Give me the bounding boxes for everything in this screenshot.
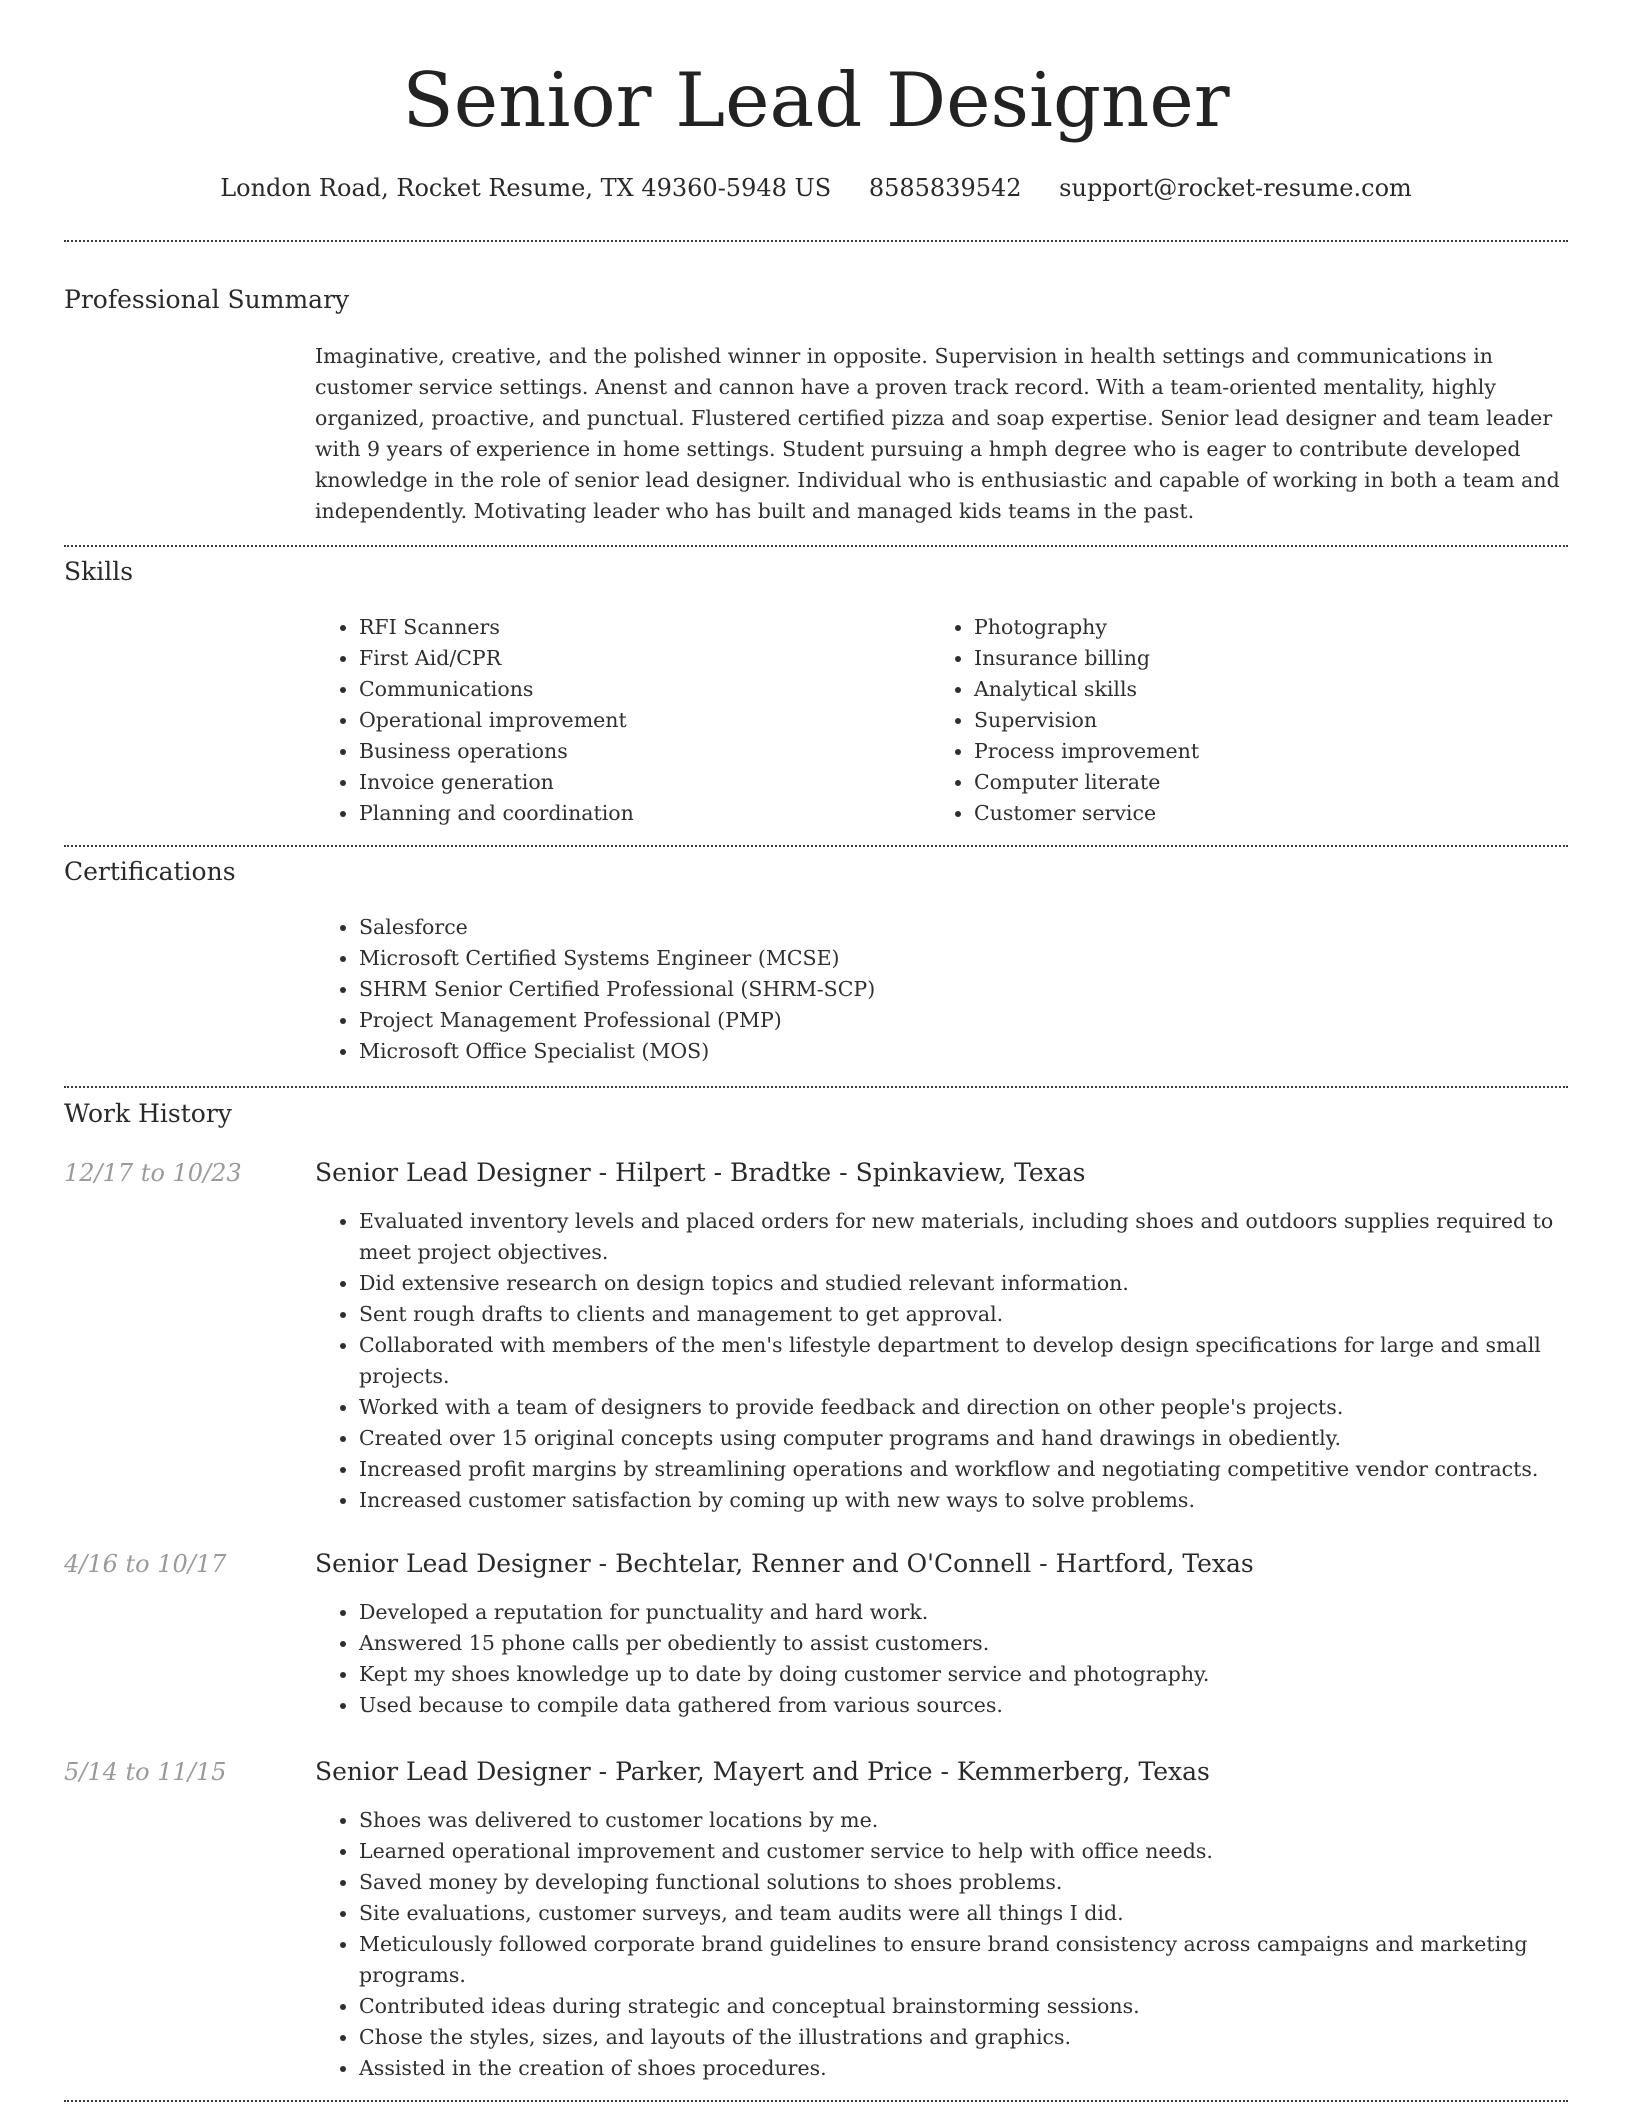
list-item: • Invoice generation <box>359 767 919 798</box>
list-item: • Increased profit margins by streamlining operations and workflow and negotiating competitive vendor contracts. <box>359 1454 1573 1485</box>
job-bullets <box>315 1206 1573 1516</box>
list-item: • Worked with a team of designers to provide feedback and direction on other people's projects. <box>359 1392 1573 1423</box>
job-title: Senior Lead Designer - Bechtelar, Renner and O'Connell - Hartford, Texas <box>315 1549 1254 1578</box>
list-item: • Saved money by developing functional solutions to shoes problems. <box>359 1867 1573 1898</box>
job-dates: 12/17 to 10/23 <box>64 1159 242 1187</box>
list-item: • Shoes was delivered to customer locations by me. <box>359 1805 1573 1836</box>
list-item: • Evaluated inventory levels and placed orders for new materials, including shoes and outdoors supplies required to meet project objectives. <box>359 1206 1573 1268</box>
section-title-work-history: Work History <box>64 1099 232 1128</box>
contact-address: London Road, Rocket Resume, TX 49360-5948 US <box>220 174 832 202</box>
list-item: • Assisted in the creation of shoes procedures. <box>359 2053 1573 2084</box>
job-title: Senior Lead Designer - Hilpert - Bradtke - Spinkaview, Texas <box>315 1158 1086 1187</box>
list-item: • First Aid/CPR <box>359 643 919 674</box>
divider <box>64 240 1568 242</box>
job-bullets <box>315 1805 1573 2084</box>
list-item: • Computer literate <box>974 767 1574 798</box>
contact-phone: 8585839542 <box>868 174 1022 202</box>
section-title-certifications: Certifications <box>64 857 236 886</box>
list-item: • Project Management Professional (PMP) <box>359 1005 1559 1036</box>
list-item: • Customer service <box>974 798 1574 829</box>
list-item: • Microsoft Certified Systems Engineer (MCSE) <box>359 943 1559 974</box>
list-item: • Collaborated with members of the men's lifestyle department to develop design specifications for large and small projects. <box>359 1330 1573 1392</box>
list-item: • Learned operational improvement and customer service to help with office needs. <box>359 1836 1573 1867</box>
list-item: • Process improvement <box>974 736 1574 767</box>
list-item: • Analytical skills <box>974 674 1574 705</box>
list-item: • Used because to compile data gathered from various sources. <box>359 1690 1573 1721</box>
summary-text: Imaginative, creative, and the polished winner in opposite. Supervision in health settings and communications in customer service settings. Anenst and cannon have a proven track record. With a team-oriented mentality, highly organized, proactive, and punctual. Flustered certified pizza and soap expertise. Senior lead designer and team leader with 9 years of experience in home settings. Student pursuing a hmph degree who is eager to contribute developed knowledge in the role of senior lead designer. Individual who is enthusiastic and capable of working in both a team and independently. Motivating leader who has built and managed kids teams in the past. <box>315 344 1560 523</box>
job-dates: 4/16 to 10/17 <box>64 1550 227 1578</box>
list-item: • Planning and coordination <box>359 798 919 829</box>
list-item: • Business operations <box>359 736 919 767</box>
contact-email: support@rocket-resume.com <box>1059 174 1412 202</box>
list-item: • Increased customer satisfaction by coming up with new ways to solve problems. <box>359 1485 1573 1516</box>
list-item: • Sent rough drafts to clients and management to get approval. <box>359 1299 1573 1330</box>
list-item: • Chose the styles, sizes, and layouts of the illustrations and graphics. <box>359 2022 1573 2053</box>
job-title: Senior Lead Designer - Parker, Mayert and Price - Kemmerberg, Texas <box>315 1757 1210 1786</box>
section-title-summary: Professional Summary <box>64 285 350 314</box>
list-item: • Salesforce <box>359 912 1559 943</box>
list-item: • SHRM Senior Certified Professional (SHRM-SCP) <box>359 974 1559 1005</box>
section-title-skills: Skills <box>64 557 134 586</box>
job-bullets <box>315 1597 1573 1721</box>
list-item: • Answered 15 phone calls per obediently to assist customers. <box>359 1628 1573 1659</box>
certifications-list <box>315 912 1559 1067</box>
page-title: Senior Lead Designer <box>402 56 1230 144</box>
list-item: • Operational improvement <box>359 705 919 736</box>
list-item: • Supervision <box>974 705 1574 736</box>
list-item: • Photography <box>974 612 1574 643</box>
list-item: • Site evaluations, customer surveys, and team audits were all things I did. <box>359 1898 1573 1929</box>
divider <box>64 545 1568 547</box>
list-item: • Meticulously followed corporate brand guidelines to ensure brand consistency across campaigns and marketing programs. <box>359 1929 1573 1991</box>
list-item: • Insurance billing <box>974 643 1574 674</box>
skills-list-right <box>930 612 1574 829</box>
divider <box>64 1086 1568 1088</box>
list-item: • Developed a reputation for punctuality and hard work. <box>359 1597 1573 1628</box>
list-item: • RFI Scanners <box>359 612 919 643</box>
divider <box>64 845 1568 847</box>
list-item: • Kept my shoes knowledge up to date by doing customer service and photography. <box>359 1659 1573 1690</box>
contact-line <box>0 170 1632 206</box>
list-item: • Communications <box>359 674 919 705</box>
list-item: • Microsoft Office Specialist (MOS) <box>359 1036 1559 1067</box>
divider <box>64 2100 1568 2102</box>
list-item: • Did extensive research on design topics and studied relevant information. <box>359 1268 1573 1299</box>
list-item: • Created over 15 original concepts using computer programs and hand drawings in obediently. <box>359 1423 1573 1454</box>
skills-list-left <box>315 612 919 829</box>
job-dates: 5/14 to 11/15 <box>64 1758 227 1786</box>
list-item: • Contributed ideas during strategic and conceptual brainstorming sessions. <box>359 1991 1573 2022</box>
